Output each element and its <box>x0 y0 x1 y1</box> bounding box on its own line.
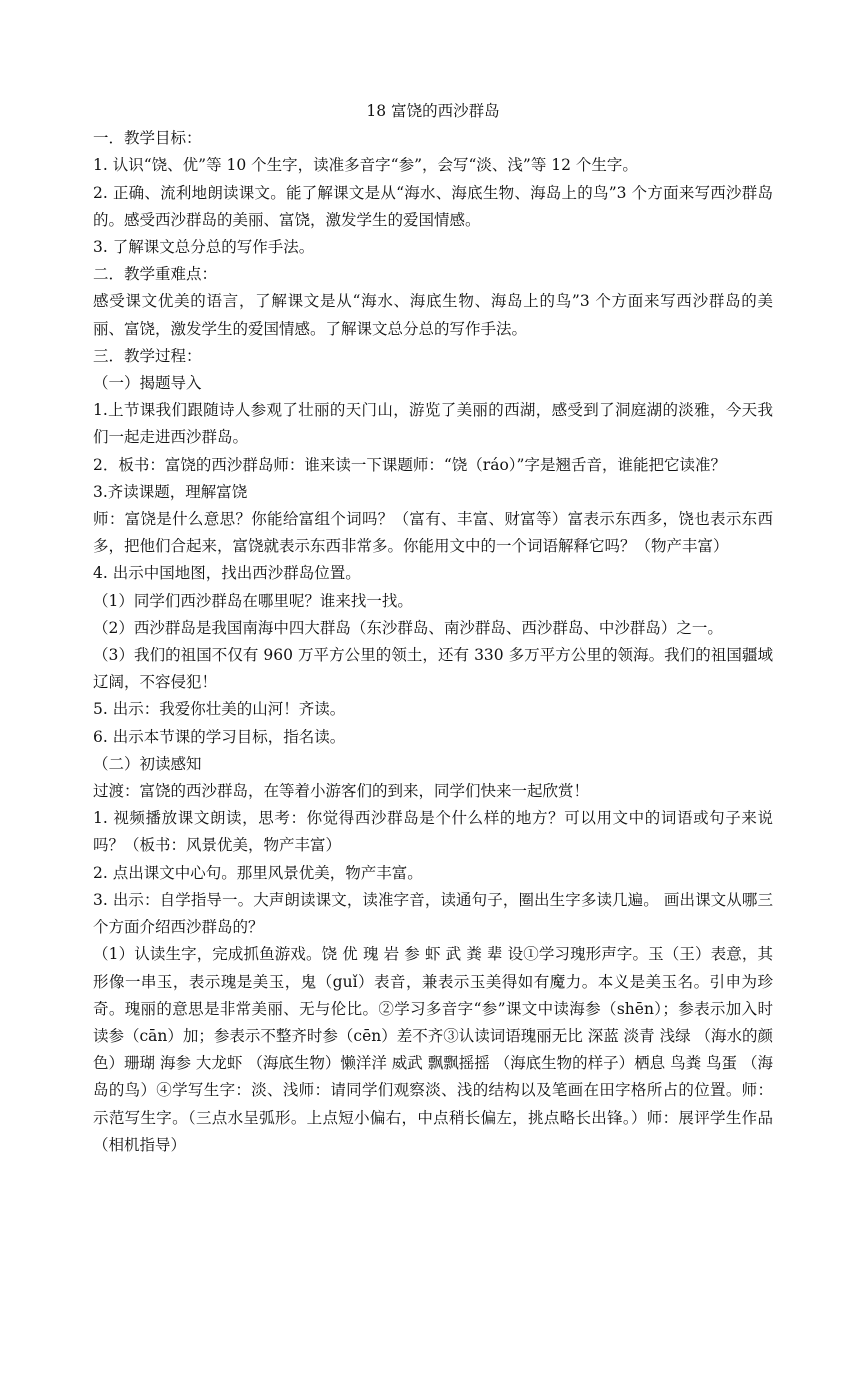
sub-step-1: （1）同学们西沙群岛在哪里呢？谁来找一找。 <box>93 591 413 610</box>
section-heading-goals: 一．教学目标： <box>93 129 202 148</box>
process-step-5: 5. 出示：我爱你壮美的山河！齐读。 <box>93 700 346 719</box>
section-heading-process: 三．教学过程： <box>93 346 202 365</box>
key-points-text: 感受课文优美的语言，了解课文是从“海水、海底生物、海岛上的鸟”3 个方面来写西沙群岛的美丽、富饶，激发学生的爱国情感。了解课文总分总的写作手法。 <box>93 292 773 338</box>
reading-step-2: 2. 点出课文中心句。那里风景优美，物产丰富。 <box>93 863 423 882</box>
goal-item-3: 3. 了解课文总分总的写作手法。 <box>93 238 315 257</box>
document-body <box>93 98 773 1159</box>
subsection-heading-intro: （一）揭题导入 <box>93 374 202 393</box>
process-step-3: 3.齐读课题，理解富饶 <box>93 482 248 501</box>
subsection-heading-first-reading: （二）初读感知 <box>93 754 202 773</box>
goal-item-2: 2. 正确、流利地朗读课文。能了解课文是从“海水、海底生物、海岛上的鸟”3 个方面来写西沙群岛的。感受西沙群岛的美丽、富饶，激发学生的爱国情感。 <box>93 183 773 229</box>
sub-step-3: （3）我们的祖国不仅有 960 万平方公里的领土，还有 330 多万平方公里的领海。我们的祖国疆域辽阔，不容侵犯！ <box>93 646 773 692</box>
section-heading-key-points: 二．教学重难点： <box>93 265 218 284</box>
process-step-1: 1.上节课我们跟随诗人参观了壮丽的天门山，游览了美丽的西湖，感受到了洞庭湖的淡雅，今天我们一起走进西沙群岛。 <box>93 401 773 447</box>
transition-text: 过渡：富饶的西沙群岛，在等着小游客们的到来，同学们快来一起欣赏！ <box>93 782 590 801</box>
reading-step-1: 1. 视频播放课文朗读，思考：你觉得西沙群岛是个什么样的地方？可以用文中的词语或句子来说吗？（板书：风景优美，物产丰富） <box>93 809 773 855</box>
process-step-6: 6. 出示本节课的学习目标，指名读。 <box>93 727 346 746</box>
document-title: 18 富饶的西沙群岛 <box>366 102 500 120</box>
process-step-4: 4. 出示中国地图，找出西沙群岛位置。 <box>93 564 361 583</box>
teacher-explanation: 师：富饶是什么意思？你能给富组个词吗？（富有、丰富、财富等）富表示东西多，饶也表示东西多，把他们合起来，富饶就表示东西非常多。你能用文中的一个词语解释它吗？（物产丰富） <box>93 510 773 556</box>
process-step-2: 2．板书：富饶的西沙群岛师：谁来读一下课题师：“饶（ráo）”字是翘舌音，谁能把它读准？ <box>93 455 726 474</box>
character-study-text: （1）认读生字，完成抓鱼游戏。饶 优 瑰 岩 参 虾 武 粪 辈 设①学习瑰形声字。玉（王）表意，其形像一串玉，表示瑰是美玉，鬼（guǐ）表音，兼表示玉美得如有魔力。本义是美玉名。引申为珍奇。瑰丽的意思是非常美丽、无与伦比。②学习多音字“参”课文中读海参（shēn）；参表示加入时读参（cān）加；参表示不整齐时参（cēn）差不齐③认读词语瑰丽无比 深蓝 淡青 浅绿 （海水的颜色）珊瑚 海参 大龙虾 （海底生物）懒洋洋 威武 飘飘摇摇 （海底生物的样子）栖息 鸟粪 鸟蛋 （海岛的鸟）④学写生字：淡、浅师：请同学们观察淡、浅的结构以及笔画在田字格所占的位置。师：示范写生字。（三点水呈弧形。上点短小偏右，中点稍长偏左，挑点略长出锋。）师：展评学生作品（相机指导） <box>93 945 773 1154</box>
goal-item-1: 1. 认识“饶、优”等 10 个生字，读准多音字“参”，会写“淡、浅”等 12 个生字。 <box>93 156 638 175</box>
reading-step-3: 3. 出示：自学指导一。大声朗读课文，读准字音，读通句子，圈出生字多读几遍。 画出课文从哪三个方面介绍西沙群岛的？ <box>93 890 773 937</box>
sub-step-2: （2）西沙群岛是我国南海中四大群岛（东沙群岛、南沙群岛、西沙群岛、中沙群岛）之一。 <box>93 618 723 637</box>
